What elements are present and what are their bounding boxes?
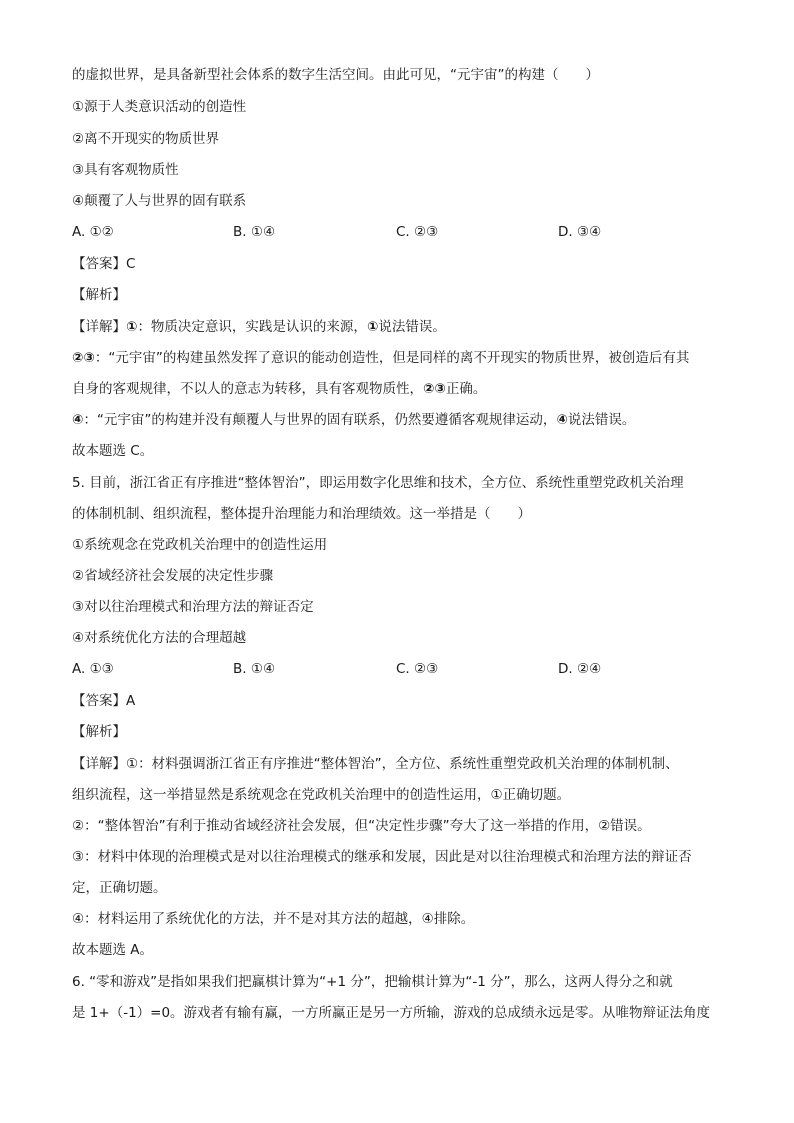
q4-item-4: ④颠覆了人与世界的固有联系	[72, 193, 247, 209]
q5-option-b: B. ①④	[233, 661, 276, 677]
answer-value: A	[126, 693, 136, 709]
detail-text: 正确。	[445, 381, 487, 397]
q5-answer	[72, 692, 135, 710]
q5-detail-3a: ③：材料中体现的治理模式是对以往治理模式的继承和发展，因此是对以往治理模式和治理方法的辩证否	[72, 849, 692, 865]
detail-marker: ④	[72, 412, 84, 428]
q4-detail-2-cont	[72, 380, 486, 398]
detail-marker: ①	[126, 319, 138, 335]
q4-answer	[72, 255, 135, 273]
q4-item-2: ②离不开现实的物质世界	[72, 131, 220, 147]
q4-conclusion: 故本题选 C。	[72, 443, 154, 459]
q6-stem-line-1: 6. “零和游戏”是指如果我们把赢棋计算为“+1 分”，把输棋计算为“-1 分”，那么，这两人得分之和就	[72, 974, 673, 990]
q5-analysis-label: 【解析】	[72, 724, 126, 740]
detail-text: 说法错误。	[378, 319, 446, 335]
q4-option-b: B. ①④	[233, 224, 276, 240]
q5-detail-1a: 【详解】①：材料强调浙江省正有序推进“整体智治”，全方位、系统性重塑党政机关治理的体制机制、	[72, 756, 679, 772]
q4-detail-3	[72, 411, 635, 429]
q4-detail-1	[72, 318, 446, 336]
detail-marker: ②③	[72, 350, 95, 366]
q5-item-1: ①系统观念在党政机关治理中的创造性运用	[72, 537, 328, 553]
q5-item-3: ③对以往治理模式和治理方法的辩证否定	[72, 599, 314, 615]
q5-detail-4: ④：材料运用了系统优化的方法，并不是对其方法的超越，④排除。	[72, 911, 475, 927]
q6-stem-line-2: 是 1+（-1）=0。游戏者有输有赢，一方所赢正是另一方所输，游戏的总成绩永远是零。从唯物辩证法角度	[72, 1005, 711, 1021]
q4-option-c: C. ②③	[396, 224, 439, 240]
q5-stem-line-2: 的体制机制、组织流程，整体提升治理能力和治理绩效。这一举措是（ ）	[72, 506, 531, 522]
answer-label: 【答案】	[72, 256, 126, 272]
detail-text: ：物质决定意识，实践是认识的来源，	[137, 319, 367, 335]
answer-label: 【答案】	[72, 693, 126, 709]
detail-marker: ④	[556, 412, 568, 428]
detail-text: 自身的客观规律，不以人的意志为转移，具有客观物质性，	[72, 381, 423, 397]
q5-option-d: D. ②④	[558, 661, 602, 677]
q4-option-d: D. ③④	[558, 224, 602, 240]
q4-item-3: ③具有客观物质性	[72, 162, 179, 178]
q4-detail-2	[72, 349, 689, 367]
detail-text: ：“元宇宙”的构建虽然发挥了意识的能动创造性，但是同样的离不开现实的物质世界，被创造后有其	[94, 350, 690, 366]
answer-value: C	[126, 256, 136, 272]
detail-marker: ①	[366, 319, 379, 335]
detail-text: ：“元宇宙”的构建并没有颠覆人与世界的固有联系，仍然要遵循客观规律运动，	[83, 412, 557, 428]
detail-text: 说法错误。	[567, 412, 636, 428]
q5-item-4: ④对系统优化方法的合理超越	[72, 630, 247, 646]
q4-item-1: ①源于人类意识活动的创造性	[72, 99, 247, 115]
q5-detail-3b: 定，正确切题。	[72, 880, 167, 896]
q4-stem-tail: 的虚拟世界，是具备新型社会体系的数字生活空间。由此可见，“元宇宙”的构建（ ）	[72, 67, 599, 83]
q5-option-c: C. ②③	[396, 661, 439, 677]
q5-item-2: ②省域经济社会发展的决定性步骤	[72, 568, 274, 584]
q5-option-a: A. ①③	[72, 661, 114, 677]
q5-detail-1b: 组织流程，这一举措显然是系统观念在党政机关治理中的创造性运用，①正确切题。	[72, 787, 571, 803]
q4-option-a: A. ①②	[72, 224, 114, 240]
q5-detail-2: ②：“整体智治”有利于推动省域经济社会发展，但“决定性步骤”夸大了这一举措的作用，②错误。	[72, 818, 651, 834]
detail-marker: ②③	[423, 381, 446, 397]
q5-conclusion: 故本题选 A。	[72, 942, 154, 958]
q5-stem-line-1: 5. 目前，浙江省正有序推进“整体智治”，即运用数字化思维和技术，全方位、系统性重塑党政机关治理	[72, 475, 684, 491]
detail-label: 【详解】	[72, 319, 126, 335]
q4-analysis-label: 【解析】	[72, 287, 126, 303]
